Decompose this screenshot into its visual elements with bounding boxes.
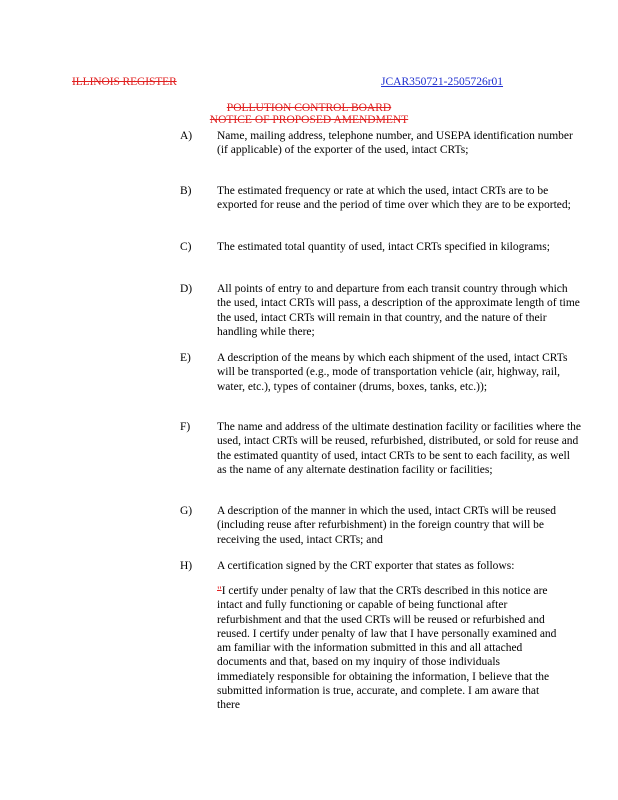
item-text: The estimated frequency or rate at which the used, intact CRTs are to be exported for reuse and the period of time over which they are to be exported;	[217, 185, 571, 212]
jcar-reference: JCAR350721-2505726r01	[381, 76, 504, 88]
item-letter: D)	[180, 283, 193, 295]
certification-text: I certify under penalty of law that the CRTs described in this notice are intact and fully functioning or capable of being functional after refurbishment and that the used CRTs will be reused or refurbished and reused. I certify under penalty of law that I have personally examined and am familiar with the information submitted in this and all attached documents and that, based on my inquiry of those individuals immediately responsible for obtaining the information, I believe that the submitted information is true, accurate, and complete. I am aware that there	[217, 585, 557, 712]
item-text: All points of entry to and departure from each transit country through which the used, intact CRTs will pass, a description of the approximate length of time the used, intact CRTs will remain in that country, and the nature of their handling while there;	[217, 283, 580, 338]
item-text: A description of the means by which each shipment of the used, intact CRTs will be transported (e.g., mode of transportation vehicle (air, highway, rail, water, etc.), types of container (drums, boxes, tanks, etc.));	[217, 352, 568, 393]
item-letter: A)	[180, 130, 193, 142]
item-letter: C)	[180, 241, 192, 253]
item-text: A description of the manner in which the used, intact CRTs will be reused (including reuse after refurbishment) in the foreign country that will be receiving the used, intact CRTs; and	[217, 505, 556, 546]
item-text: A certification signed by the CRT exporter that states as follows:	[217, 560, 515, 572]
deleted-quote-mark: "	[217, 585, 222, 597]
item-letter: F)	[180, 421, 191, 433]
item-letter: G)	[180, 505, 193, 517]
register-header: ILLINOIS REGISTER	[72, 76, 177, 88]
board-title: POLLUTION CONTROL BOARD	[226, 102, 392, 114]
certification-quote	[217, 584, 557, 713]
notice-title: NOTICE OF PROPOSED AMENDMENT	[209, 114, 409, 126]
item-text: The estimated total quantity of used, intact CRTs specified in kilograms;	[217, 241, 550, 253]
item-text: Name, mailing address, telephone number, and USEPA identification number (if applicable) of the exporter of the used, intact CRTs;	[217, 130, 573, 157]
item-letter: H)	[180, 560, 193, 572]
item-letter: E)	[180, 352, 191, 364]
item-text: The name and address of the ultimate destination facility or facilities where the used, intact CRTs will be reused, refurbished, distributed, or sold for reuse and the estimated quantity of used, intact CRTs to be sent to each facility, as well as the name of any alternate destination facility or facilities;	[217, 421, 582, 476]
item-letter: B)	[180, 185, 192, 197]
